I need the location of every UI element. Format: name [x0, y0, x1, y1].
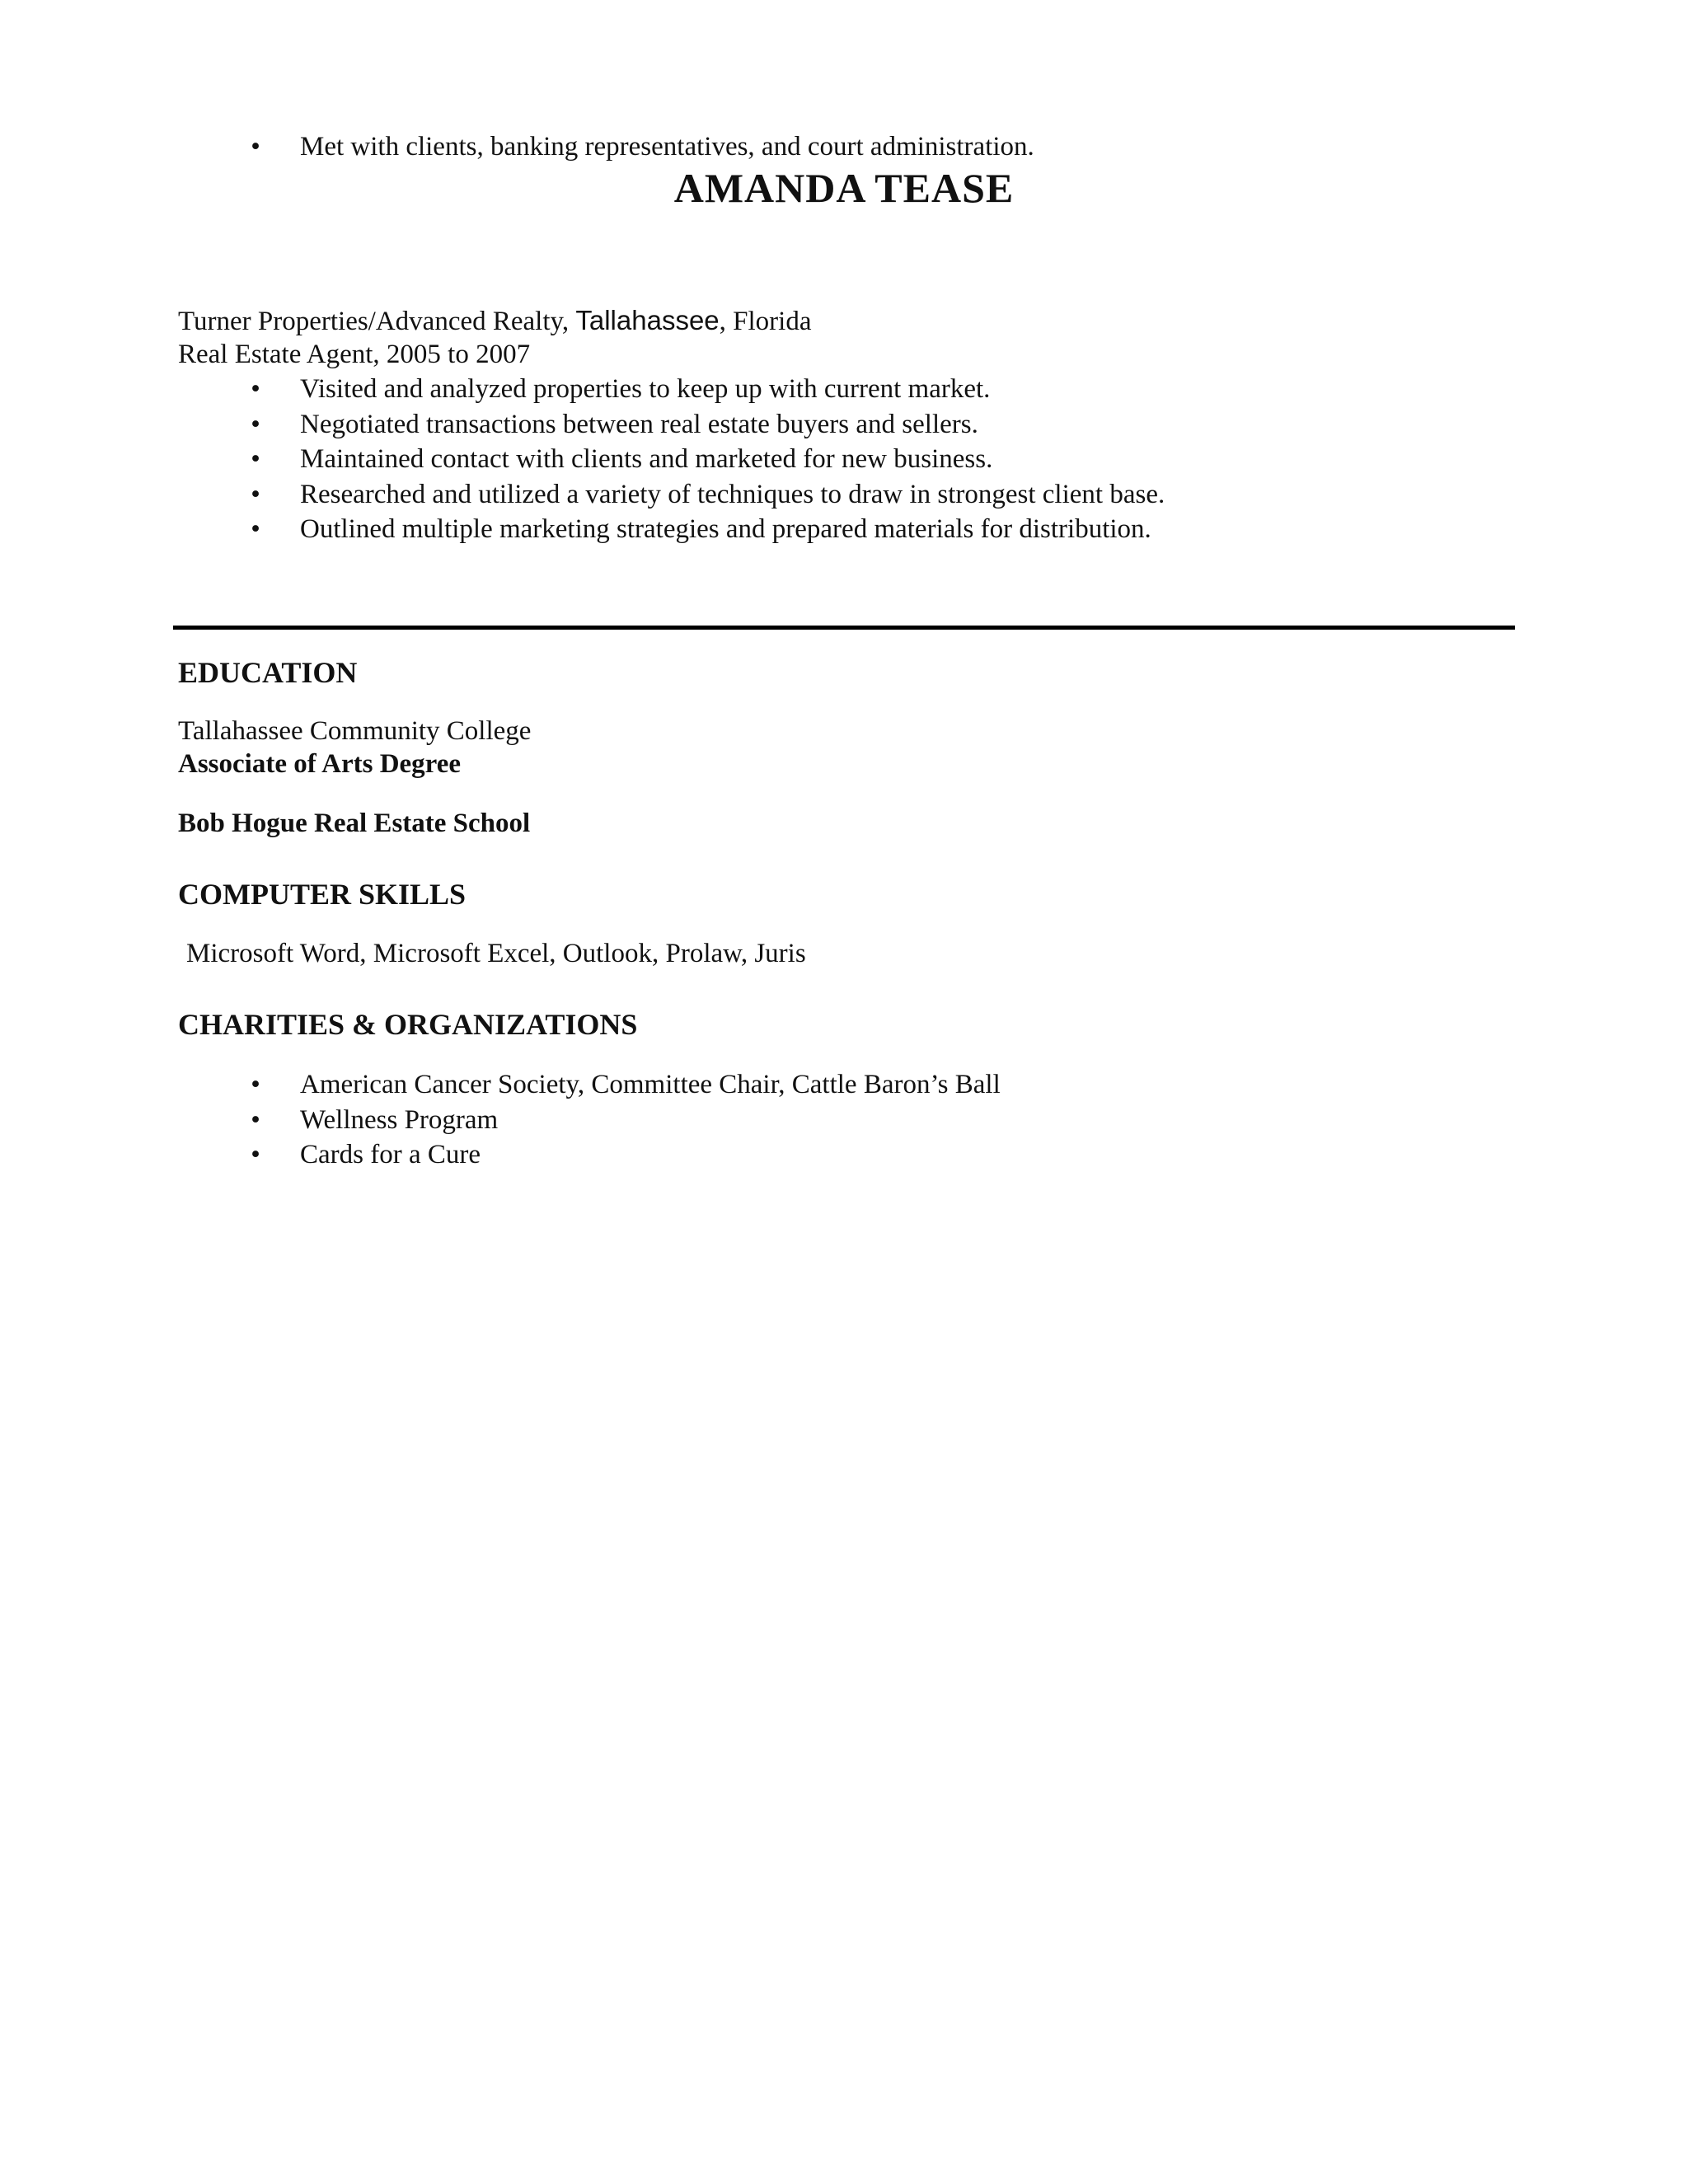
experience-bullet-text: Outlined multiple marketing strategies and prepared materials for distribution.	[300, 514, 1151, 544]
charities-bullet-text: Cards for a Cure	[300, 1140, 481, 1169]
experience-role-dates: Real Estate Agent, 2005 to 2007	[178, 340, 531, 369]
charities-heading: CHARITIES & ORGANIZATIONS	[178, 1008, 638, 1041]
bullet-icon: •	[251, 480, 260, 509]
experience-bullet-text: Maintained contact with clients and marketed for new business.	[300, 444, 993, 474]
charities-bullet-text: American Cancer Society, Committee Chair, Cattle Baron’s Ball	[300, 1070, 1001, 1099]
education-heading: EDUCATION	[178, 656, 358, 689]
bullet-icon: •	[251, 1105, 260, 1135]
experience-state: , Florida	[719, 307, 812, 336]
bullet-icon: •	[251, 514, 260, 544]
experience-company: Turner Properties/Advanced Realty,	[178, 307, 570, 336]
bullet-icon: •	[251, 1140, 260, 1169]
bullet-icon: •	[251, 374, 260, 404]
experience-bullet-text: Negotiated transactions between real estate buyers and sellers.	[300, 410, 978, 439]
experience-bullet-text: Researched and utilized a variety of techniques to draw in strongest client base.	[300, 480, 1165, 509]
computer-skills-list: Microsoft Word, Microsoft Excel, Outlook, Prolaw, Juris	[186, 939, 806, 968]
education-degree: Associate of Arts Degree	[178, 749, 462, 779]
experience-company-line	[178, 304, 811, 338]
education-school-2: Bob Hogue Real Estate School	[178, 808, 531, 838]
charities-bullet-text: Wellness Program	[300, 1105, 499, 1135]
bullet-icon: •	[251, 1070, 260, 1099]
bullet-icon: •	[251, 410, 260, 439]
section-divider	[173, 626, 1515, 630]
education-school: Tallahassee Community College	[178, 716, 532, 746]
bullet-icon: •	[251, 444, 260, 474]
bullet-icon: •	[251, 132, 260, 162]
experience-bullet-text: Visited and analyzed properties to keep up with current market.	[300, 374, 991, 404]
computer-skills-heading: COMPUTER SKILLS	[178, 878, 467, 911]
resume-name: AMANDA TEASE	[673, 165, 1015, 211]
carryover-bullet-text: Met with clients, banking representatives, and court administration.	[300, 132, 1034, 162]
experience-city: Tallahassee	[575, 305, 720, 335]
